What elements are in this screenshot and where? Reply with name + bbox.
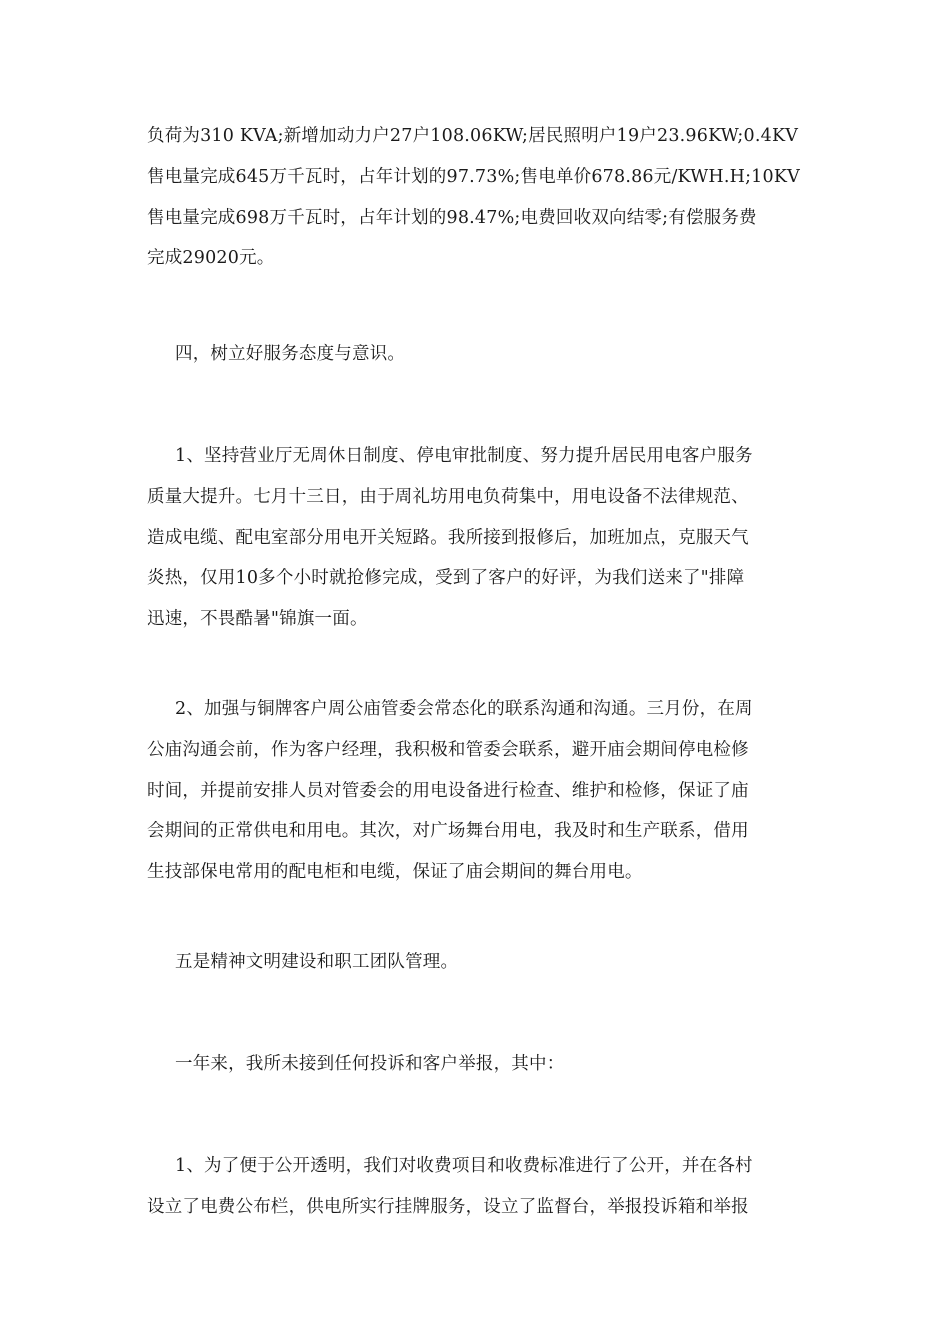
text-line: 售电量完成645万千瓦时，占年计划的97.73%;售电单价678.86元/KWH.H;10KV bbox=[147, 166, 800, 187]
text-line: 2、加强与铜牌客户周公庙管委会常态化的联系沟通和沟通。三月份，在周 bbox=[175, 699, 753, 719]
text-line: 造成电缆、配电室部分用电开关短路。我所接到报修后，加班加点，克服天气 bbox=[147, 527, 749, 548]
section-heading-four bbox=[147, 334, 807, 375]
text-line: 生技部保电常用的配电柜和电缆，保证了庙会期间的舞台用电。 bbox=[147, 862, 643, 883]
paragraph-item-1-transparency bbox=[147, 1146, 807, 1228]
text-line: 设立了电费公布栏，供电所实行挂牌服务，设立了监督台，举报投诉箱和举报 bbox=[147, 1196, 749, 1217]
text-line: 一年来，我所未接到任何投诉和客户举报，其中： bbox=[175, 1054, 565, 1074]
text-line: 完成29020元。 bbox=[147, 248, 275, 269]
paragraph-statistics bbox=[147, 116, 807, 279]
text-line: 迅速，不畏酷暑"锦旗一面。 bbox=[147, 609, 368, 630]
text-line: 五是精神文明建设和职工团队管理。 bbox=[175, 952, 459, 972]
text-line: 售电量完成698万千瓦时，占年计划的98.47%;电费回收双向结零;有偿服务费 bbox=[147, 207, 757, 228]
text-line: 负荷为310 KVA;新增加动力户27户108.06KW;居民照明户19户23.96KW;0.4KV bbox=[147, 126, 799, 146]
text-line: 炎热，仅用10多个小时就抢修完成，受到了客户的好评，为我们送来了"排障 bbox=[147, 568, 745, 589]
paragraph-item-1 bbox=[147, 436, 807, 640]
paragraph-intro bbox=[147, 1044, 807, 1085]
section-heading-five bbox=[147, 942, 807, 983]
text-line: 公庙沟通会前，作为客户经理，我积极和管委会联系，避开庙会期间停电检修 bbox=[147, 739, 749, 760]
text-line: 会期间的正常供电和用电。其次，对广场舞台用电，我及时和生产联系，借用 bbox=[147, 821, 749, 842]
paragraph-item-2 bbox=[147, 689, 807, 893]
text-line: 质量大提升。七月十三日，由于周礼坊用电负荷集中，用电设备不法律规范、 bbox=[147, 486, 749, 507]
text-line: 四，树立好服务态度与意识。 bbox=[175, 344, 406, 364]
text-line: 时间，并提前安排人员对管委会的用电设备进行检查、维护和检修，保证了庙 bbox=[147, 780, 749, 801]
text-line: 1、为了便于公开透明，我们对收费项目和收费标准进行了公开，并在各村 bbox=[175, 1156, 753, 1176]
text-line: 1、坚持营业厅无周休日制度、停电审批制度、努力提升居民用电客户服务 bbox=[175, 446, 753, 466]
